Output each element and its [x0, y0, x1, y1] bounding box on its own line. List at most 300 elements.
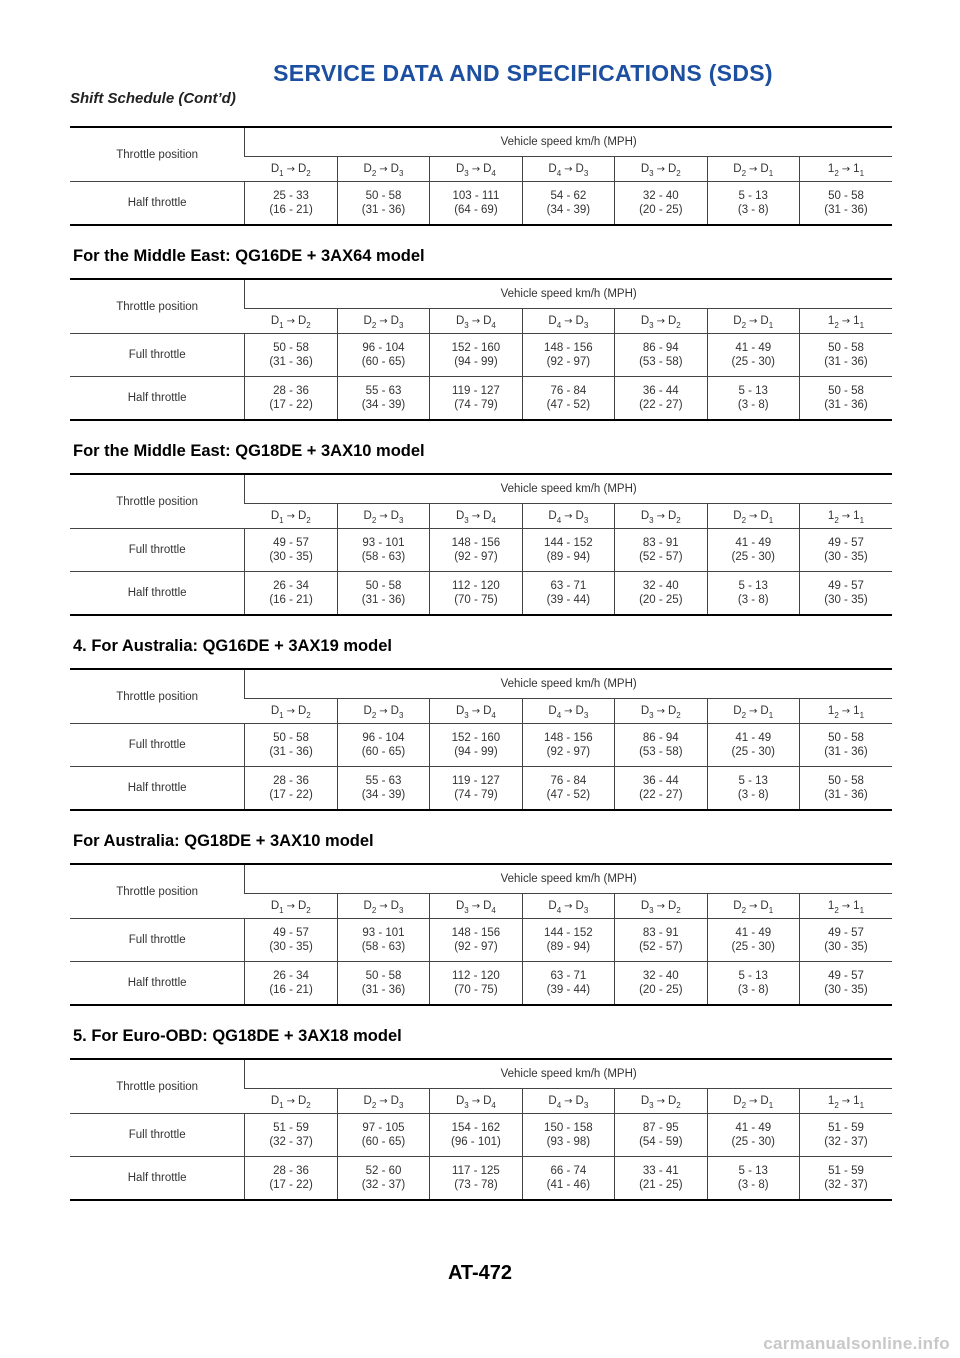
speed-cell [799, 962, 892, 1006]
shift-from: D [733, 1094, 742, 1107]
shift-to: D [390, 704, 399, 717]
shift-to-subscript: 2 [676, 710, 681, 720]
header-shift-column [245, 309, 337, 334]
speed-cell [799, 1114, 892, 1157]
header-shift-column [337, 1089, 429, 1114]
speed-mph: (16 - 21) [269, 984, 313, 996]
shift-to-subscript: 3 [398, 320, 404, 330]
speed-mph: (47 - 52) [546, 789, 591, 801]
speed-cell [707, 529, 799, 572]
shift-to: D [483, 899, 492, 912]
arrow-right-icon: → [471, 705, 481, 717]
row-label: Half throttle [70, 377, 245, 421]
speed-mph: (39 - 44) [546, 594, 591, 606]
arrow-right-icon: → [379, 705, 388, 717]
section-heading: For the Middle East: QG16DE + 3AX64 model [73, 247, 425, 265]
speed-cell [337, 377, 429, 421]
speed-cell [799, 572, 892, 616]
speed-kmh: 63 - 71 [550, 580, 587, 592]
arrow-right-icon: → [841, 510, 851, 522]
header-shift-column [799, 309, 892, 334]
speed-kmh: 154 - 162 [451, 1122, 501, 1134]
arrow-right-icon: → [749, 900, 758, 912]
row-label: Full throttle [70, 724, 245, 767]
speed-kmh: 148 - 156 [544, 732, 593, 744]
section-heading: For the Middle East: QG18DE + 3AX10 model [73, 442, 425, 460]
speed-mph: (32 - 37) [824, 1136, 868, 1148]
shift-to-subscript: 1 [859, 168, 865, 178]
speed-cell [430, 767, 522, 811]
shift-from: D [640, 162, 650, 175]
shift-to: D [297, 704, 307, 717]
spec-section [70, 1026, 892, 1201]
shift-to-subscript: 1 [859, 515, 865, 525]
shift-from: D [733, 162, 742, 175]
speed-mph: (20 - 25) [639, 204, 683, 216]
shift-to: D [667, 899, 677, 912]
shift-from: D [548, 162, 557, 175]
speed-mph: (60 - 65) [361, 1136, 406, 1148]
speed-cell [522, 919, 614, 962]
shift-to: D [575, 899, 584, 912]
speed-mph: (31 - 36) [824, 399, 868, 411]
shift-from: D [270, 162, 280, 175]
header-vehicle-speed: Vehicle speed km/h (MPH) [245, 279, 892, 309]
header-shift-column [337, 504, 429, 529]
shift-to: D [483, 704, 492, 717]
speed-kmh: 55 - 63 [365, 385, 402, 397]
shift-from: D [548, 509, 557, 522]
row-label: Half throttle [70, 572, 245, 616]
shift-to-subscript: 3 [398, 710, 404, 720]
shift-to: D [760, 1094, 769, 1107]
shift-to: D [575, 509, 584, 522]
shift-from: D [455, 899, 465, 912]
header-shift-column [430, 309, 522, 334]
speed-mph: (89 - 94) [546, 941, 591, 953]
speed-cell [615, 1157, 707, 1201]
speed-mph: (94 - 99) [454, 746, 498, 758]
arrow-right-icon: → [656, 315, 665, 327]
spec-section [70, 441, 892, 616]
speed-cell [707, 724, 799, 767]
shift-from-subscript: 3 [649, 320, 654, 330]
table-row [70, 334, 892, 377]
speed-mph: (3 - 8) [737, 1179, 769, 1191]
shift-from: D [363, 162, 372, 175]
table-row [70, 1157, 892, 1201]
speed-kmh: 50 - 58 [828, 775, 864, 787]
speed-kmh: 51 - 59 [828, 1165, 864, 1177]
spec-section [70, 831, 892, 1006]
speed-mph: (92 - 97) [454, 941, 498, 953]
speed-kmh: 97 - 105 [362, 1122, 405, 1134]
shift-from: D [270, 509, 280, 522]
header-shift-column [707, 699, 799, 724]
shift-from-subscript: 2 [741, 1100, 747, 1110]
table-row [70, 962, 892, 1006]
speed-mph: (74 - 79) [454, 399, 498, 411]
header-shift-column [522, 309, 614, 334]
speed-mph: (25 - 30) [731, 356, 775, 368]
header-shift-column [615, 894, 707, 919]
speed-kmh: 49 - 57 [273, 537, 309, 549]
speed-cell [430, 724, 522, 767]
shift-to: D [760, 314, 769, 327]
arrow-right-icon: → [841, 1095, 851, 1107]
row-label: Full throttle [70, 334, 245, 377]
speed-kmh: 148 - 156 [544, 342, 593, 354]
speed-cell [707, 962, 799, 1006]
shift-from-subscript: 4 [556, 905, 562, 915]
speed-kmh: 150 - 158 [544, 1122, 593, 1134]
speed-cell [245, 377, 337, 421]
shift-to: D [667, 162, 677, 175]
speed-mph: (22 - 27) [639, 399, 683, 411]
section-heading: For Australia: QG18DE + 3AX10 model [73, 832, 374, 850]
speed-kmh: 50 - 58 [828, 385, 864, 397]
arrow-right-icon: → [379, 510, 388, 522]
shift-to-subscript: 1 [859, 1100, 865, 1110]
shift-to: D [297, 314, 307, 327]
shift-to: D [667, 509, 677, 522]
shift-from-subscript: 1 [279, 320, 284, 330]
shift-to-subscript: 3 [583, 515, 589, 525]
shift-to-subscript: 3 [583, 1100, 589, 1110]
header-shift-column [522, 894, 614, 919]
shift-from-subscript: 1 [279, 905, 284, 915]
section-heading: 4. For Australia: QG16DE + 3AX19 model [73, 637, 392, 655]
speed-mph: (47 - 52) [546, 399, 591, 411]
shift-from-subscript: 2 [834, 168, 839, 178]
shift-to-subscript: 2 [306, 515, 311, 525]
arrow-right-icon: → [286, 315, 295, 327]
shift-to-subscript: 2 [306, 905, 311, 915]
shift-from: D [640, 1094, 650, 1107]
shift-to: D [297, 162, 307, 175]
header-shift-column [430, 894, 522, 919]
shift-to: D [667, 1094, 677, 1107]
speed-cell [522, 334, 614, 377]
speed-kmh: 54 - 62 [550, 190, 587, 202]
speed-mph: (94 - 99) [454, 356, 498, 368]
speed-mph: (34 - 39) [361, 789, 406, 801]
shift-from-subscript: 2 [371, 168, 377, 178]
shift-to-subscript: 1 [768, 168, 774, 178]
speed-cell [430, 182, 522, 226]
shift-from: D [363, 704, 372, 717]
shift-to: 1 [853, 704, 860, 717]
shift-from-subscript: 2 [834, 905, 839, 915]
speed-cell [615, 572, 707, 616]
shift-to-subscript: 1 [768, 710, 774, 720]
shift-to-subscript: 4 [491, 710, 496, 720]
shift-to: D [483, 162, 492, 175]
shift-from: D [548, 314, 557, 327]
speed-mph: (30 - 35) [824, 941, 868, 953]
speed-kmh: 51 - 59 [828, 1122, 864, 1134]
shift-from: D [733, 314, 742, 327]
shift-to-subscript: 2 [676, 168, 681, 178]
speed-kmh: 152 - 160 [451, 732, 501, 744]
arrow-right-icon: → [564, 510, 573, 522]
shift-from-subscript: 2 [371, 905, 377, 915]
shift-to: D [483, 1094, 492, 1107]
shift-to-subscript: 1 [859, 905, 865, 915]
speed-kmh: 49 - 57 [828, 927, 864, 939]
shift-to-subscript: 1 [859, 320, 865, 330]
shift-from-subscript: 4 [556, 710, 562, 720]
header-shift-column [245, 1089, 337, 1114]
speed-mph: (58 - 63) [361, 941, 406, 953]
speed-mph: (17 - 22) [269, 1179, 313, 1191]
table-row [70, 1114, 892, 1157]
table-row [70, 767, 892, 811]
shift-from: D [270, 704, 280, 717]
header-shift-column [430, 157, 522, 182]
arrow-right-icon: → [841, 900, 851, 912]
shift-from-subscript: 4 [556, 515, 562, 525]
speed-cell [522, 572, 614, 616]
speed-cell [245, 572, 337, 616]
shift-to-subscript: 3 [583, 168, 589, 178]
speed-kmh: 96 - 104 [362, 732, 405, 744]
speed-kmh: 41 - 49 [735, 732, 772, 744]
arrow-right-icon: → [841, 315, 851, 327]
shift-to-subscript: 3 [398, 168, 404, 178]
row-label: Half throttle [70, 1157, 245, 1201]
shift-to-subscript: 4 [491, 515, 496, 525]
speed-mph: (17 - 22) [269, 789, 313, 801]
shift-from-subscript: 1 [279, 168, 284, 178]
shift-from: D [640, 509, 650, 522]
speed-cell [430, 529, 522, 572]
speed-mph: (31 - 36) [361, 984, 406, 996]
speed-kmh: 50 - 58 [828, 190, 864, 202]
speed-kmh: 5 - 13 [738, 970, 768, 982]
speed-mph: (70 - 75) [454, 984, 498, 996]
header-shift-column [245, 699, 337, 724]
speed-mph: (3 - 8) [737, 789, 769, 801]
speed-kmh: 36 - 44 [642, 385, 679, 397]
row-label: Full throttle [70, 529, 245, 572]
speed-mph: (31 - 36) [269, 746, 313, 758]
speed-kmh: 144 - 152 [544, 927, 593, 939]
speed-cell [707, 377, 799, 421]
shift-from-subscript: 3 [464, 1100, 469, 1110]
speed-cell [430, 334, 522, 377]
header-shift-column [799, 504, 892, 529]
shift-to-subscript: 1 [768, 515, 774, 525]
shift-from-subscript: 2 [834, 320, 839, 330]
speed-mph: (31 - 36) [824, 204, 868, 216]
speed-kmh: 119 - 127 [452, 775, 500, 787]
speed-kmh: 41 - 49 [735, 927, 772, 939]
speed-mph: (54 - 59) [639, 1136, 683, 1148]
speed-cell [245, 334, 337, 377]
speed-cell [615, 767, 707, 811]
header-shift-column [799, 699, 892, 724]
shift-to: D [575, 704, 584, 717]
speed-mph: (3 - 8) [737, 399, 769, 411]
arrow-right-icon: → [749, 705, 758, 717]
header-vehicle-speed: Vehicle speed km/h (MPH) [245, 669, 892, 699]
header-shift-column [522, 504, 614, 529]
shift-from: D [455, 314, 465, 327]
shift-to-subscript: 4 [491, 168, 496, 178]
shift-from-subscript: 2 [834, 515, 839, 525]
shift-to-subscript: 2 [306, 1100, 311, 1110]
speed-mph: (60 - 65) [361, 356, 406, 368]
header-shift-column [337, 309, 429, 334]
shift-to: D [390, 509, 399, 522]
speed-cell [799, 1157, 892, 1201]
arrow-right-icon: → [656, 705, 665, 717]
shift-to-subscript: 2 [306, 320, 311, 330]
shift-to-subscript: 4 [491, 320, 496, 330]
shift-to: D [297, 509, 307, 522]
speed-kmh: 5 - 13 [738, 775, 768, 787]
shift-to: D [760, 899, 769, 912]
speed-kmh: 32 - 40 [642, 190, 679, 202]
header-throttle-position: Throttle position [70, 474, 245, 529]
speed-mph: (39 - 44) [546, 984, 591, 996]
arrow-right-icon: → [286, 510, 295, 522]
speed-cell [707, 182, 799, 226]
shift-from: D [363, 899, 372, 912]
speed-kmh: 83 - 91 [642, 537, 679, 549]
speed-cell [337, 919, 429, 962]
speed-mph: (34 - 39) [361, 399, 406, 411]
speed-cell [430, 962, 522, 1006]
speed-kmh: 103 - 111 [452, 190, 500, 202]
speed-cell [799, 377, 892, 421]
shift-to: D [483, 314, 492, 327]
shift-from: D [455, 509, 465, 522]
shift-to: D [483, 509, 492, 522]
arrow-right-icon: → [564, 705, 573, 717]
shift-from: 1 [827, 1094, 835, 1107]
watermark: carmanualsonline.info [763, 1334, 950, 1353]
shift-from-subscript: 3 [464, 710, 469, 720]
sds-content [70, 126, 892, 1201]
arrow-right-icon: → [471, 163, 481, 175]
table-row [70, 724, 892, 767]
shift-to-subscript: 3 [398, 1100, 404, 1110]
shift-to: 1 [853, 1094, 860, 1107]
shift-to: 1 [853, 899, 860, 912]
speed-kmh: 32 - 40 [642, 580, 679, 592]
arrow-right-icon: → [379, 163, 388, 175]
speed-kmh: 28 - 36 [273, 1165, 309, 1177]
shift-from: D [455, 1094, 465, 1107]
speed-cell [245, 724, 337, 767]
shift-schedule-table [70, 1058, 892, 1201]
arrow-right-icon: → [286, 163, 295, 175]
shift-from-subscript: 2 [371, 1100, 377, 1110]
speed-kmh: 25 - 33 [273, 190, 309, 202]
shift-to-subscript: 3 [583, 905, 589, 915]
speed-cell [337, 1114, 429, 1157]
header-shift-column [245, 157, 337, 182]
speed-mph: (92 - 97) [546, 356, 591, 368]
shift-from-subscript: 2 [741, 168, 747, 178]
speed-kmh: 49 - 57 [828, 580, 864, 592]
spec-section [70, 246, 892, 421]
shift-to-subscript: 4 [491, 1100, 496, 1110]
speed-kmh: 5 - 13 [738, 385, 768, 397]
speed-cell [337, 724, 429, 767]
shift-from: D [640, 314, 650, 327]
header-shift-column [522, 157, 614, 182]
speed-mph: (53 - 58) [639, 746, 683, 758]
speed-mph: (41 - 46) [546, 1179, 591, 1191]
speed-cell [522, 529, 614, 572]
speed-kmh: 49 - 57 [828, 537, 864, 549]
speed-mph: (52 - 57) [639, 941, 683, 953]
shift-from: 1 [827, 899, 835, 912]
header-shift-column [799, 1089, 892, 1114]
shift-from-subscript: 3 [464, 168, 469, 178]
speed-kmh: 148 - 156 [451, 537, 501, 549]
shift-from: 1 [827, 704, 835, 717]
speed-mph: (31 - 36) [361, 594, 406, 606]
shift-from-subscript: 2 [834, 1100, 839, 1110]
header-shift-column [615, 699, 707, 724]
row-label: Full throttle [70, 919, 245, 962]
speed-cell [430, 1114, 522, 1157]
shift-to-subscript: 2 [306, 710, 311, 720]
speed-mph: (93 - 98) [546, 1136, 591, 1148]
table-row [70, 182, 892, 226]
arrow-right-icon: → [564, 900, 573, 912]
speed-mph: (20 - 25) [639, 984, 683, 996]
speed-mph: (16 - 21) [269, 204, 313, 216]
speed-cell [522, 377, 614, 421]
spec-section [70, 126, 892, 226]
speed-cell [522, 724, 614, 767]
speed-mph: (17 - 22) [269, 399, 313, 411]
arrow-right-icon: → [656, 1095, 665, 1107]
shift-from: D [733, 899, 742, 912]
header-shift-column [707, 504, 799, 529]
shift-from: D [640, 899, 650, 912]
speed-kmh: 50 - 58 [365, 580, 402, 592]
speed-kmh: 26 - 34 [273, 580, 309, 592]
speed-kmh: 52 - 60 [365, 1165, 402, 1177]
arrow-right-icon: → [471, 1095, 481, 1107]
arrow-right-icon: → [749, 163, 758, 175]
speed-mph: (32 - 37) [824, 1179, 868, 1191]
shift-to-subscript: 3 [583, 710, 589, 720]
speed-kmh: 41 - 49 [735, 537, 772, 549]
header-shift-column [707, 1089, 799, 1114]
speed-cell [245, 962, 337, 1006]
speed-cell [799, 529, 892, 572]
shift-from: D [270, 899, 280, 912]
speed-kmh: 144 - 152 [544, 537, 593, 549]
arrow-right-icon: → [656, 510, 665, 522]
shift-to: D [667, 314, 677, 327]
shift-to: D [390, 314, 399, 327]
speed-mph: (89 - 94) [546, 551, 591, 563]
page-subtitle: Shift Schedule (Cont’d) [70, 90, 236, 107]
speed-kmh: 76 - 84 [550, 385, 587, 397]
header-shift-column [615, 1089, 707, 1114]
header-throttle-position: Throttle position [70, 127, 245, 182]
speed-mph: (31 - 36) [361, 204, 406, 216]
speed-mph: (58 - 63) [361, 551, 406, 563]
